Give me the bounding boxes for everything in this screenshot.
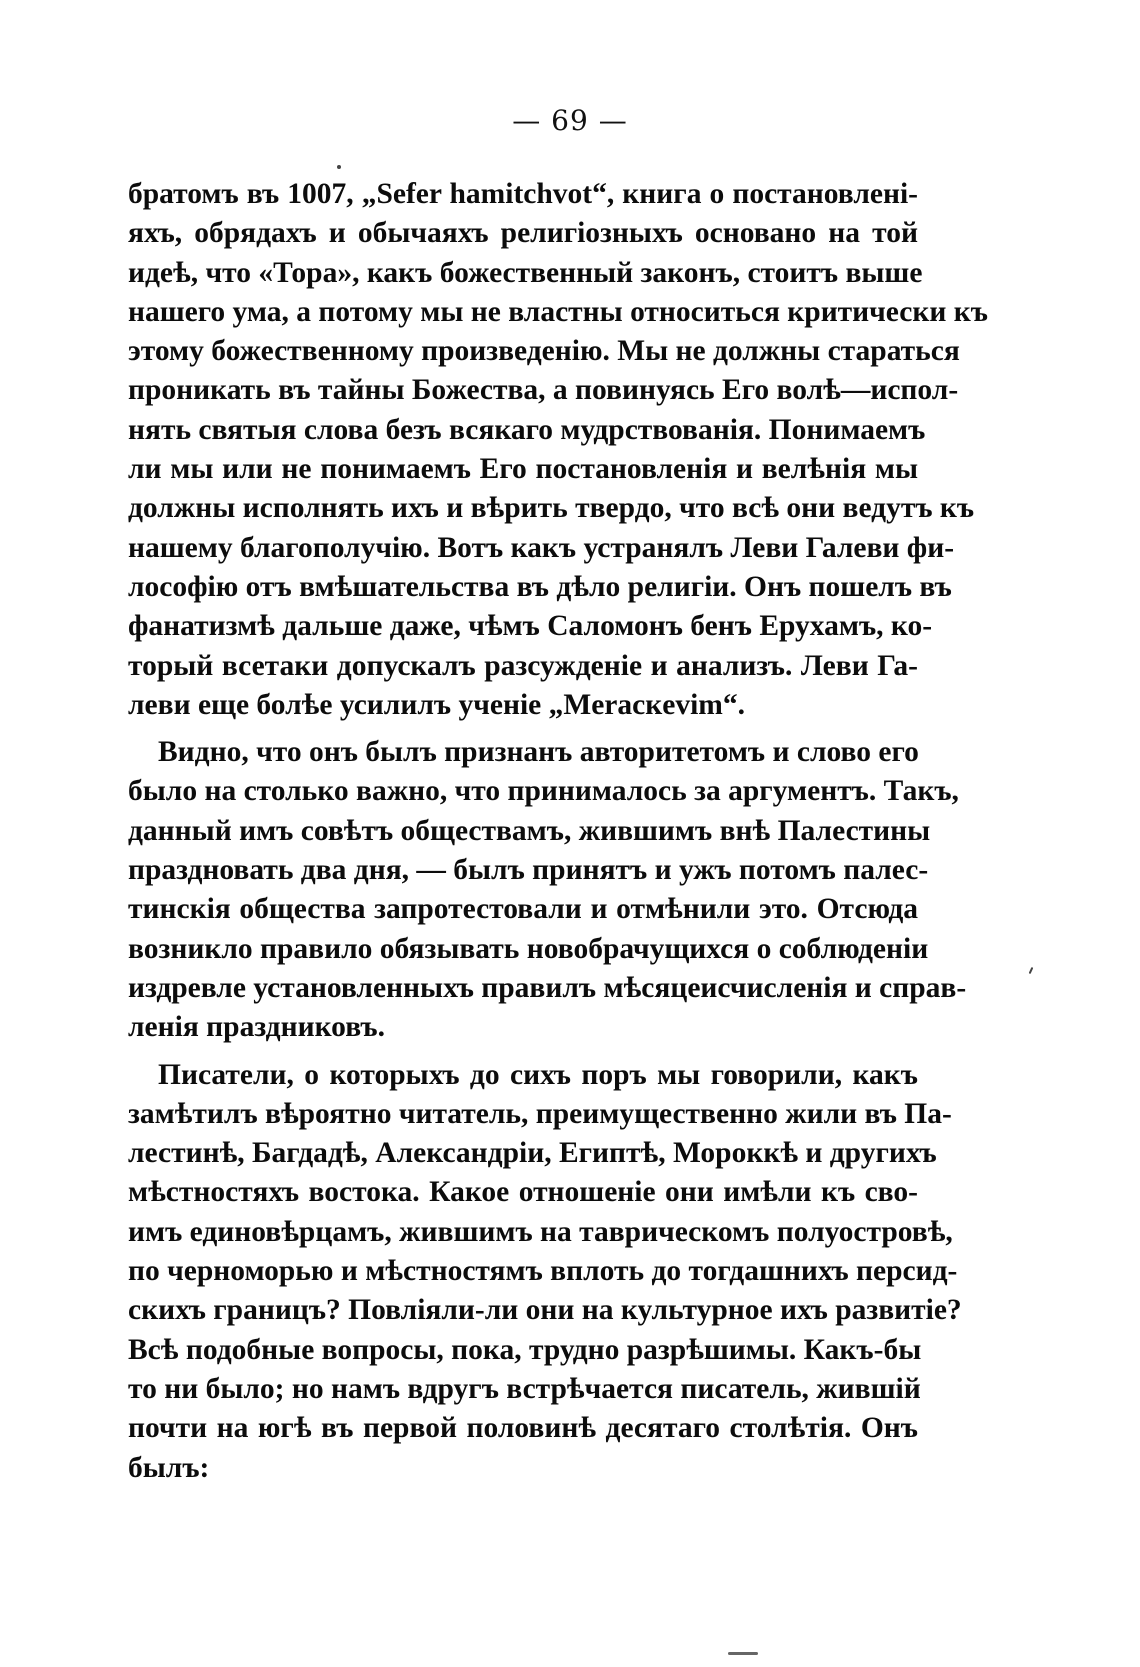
paragraph-gap: [128, 1048, 918, 1056]
scan-speck: [728, 1652, 758, 1655]
text-line: нять святыя слова безъ всякаго мудрствованія. Понимаемъ: [128, 413, 926, 446]
text-line: было на столько важно, что принималось за аргументъ. Такъ,: [128, 775, 959, 808]
text-line: нашему благополучію. Вотъ какъ устранялъ Леви Галеви фи-: [128, 531, 955, 564]
text-line: по черноморью и мѣстностямъ вплоть до тогдашнихъ персид-: [128, 1255, 958, 1288]
text-line: былъ:: [128, 1451, 210, 1484]
text-line: этому божественному произведенію. Мы не должны стараться: [128, 335, 960, 368]
text-line: торый всетаки допускалъ разсужденіе и анализъ. Леви Га-: [128, 649, 918, 682]
text-line: то ни было; но намъ вдругъ встрѣчается писатель, жившій: [128, 1372, 921, 1405]
text-line: издревле установленныхъ правилъ мѣсяцеисчисленія и справ-: [128, 971, 967, 1004]
text-line: леви еще болѣе усилилъ ученіе „Meracкevim“.: [128, 688, 745, 721]
scan-speck: [1029, 967, 1034, 974]
text-line: ли мы или не понимаемъ Его постановленія и велѣнія мы: [128, 453, 918, 486]
body-text: [128, 175, 988, 1488]
text-line: тинскія общества запротестовали и отмѣнили это. Отсюда: [128, 893, 918, 926]
text-line: братомъ въ 1007, „Sefer hamitchvot“, книга о постановлені-: [128, 178, 918, 210]
text-line: Видно, что онъ былъ признанъ авторитетомъ и слово его: [158, 736, 919, 769]
text-line: мѣстностяхъ востока. Какое отношеніе они имѣли къ сво-: [128, 1176, 918, 1209]
text-line: проникать въ тайны Божества, а повинуясь Его волѣ—испол-: [128, 374, 959, 407]
scan-speck: [337, 165, 341, 169]
text-line: Всѣ подобные вопросы, пока, трудно разрѣшимы. Какъ-бы: [128, 1333, 922, 1366]
paragraph-gap: [128, 725, 918, 733]
text-line: фанатизмѣ дальше даже, чѣмъ Саломонъ бенъ Ерухамъ, ко-: [128, 610, 933, 643]
text-line: идеѣ, что «Тора», какъ божественный законъ, стоитъ выше: [128, 256, 923, 289]
text-line: данный имъ совѣтъ обществамъ, жившимъ внѣ Палестины: [128, 814, 931, 847]
text-line: имъ единовѣрцамъ, жившимъ на таврическомъ полуостровѣ,: [128, 1215, 953, 1248]
text-line: почти на югѣ въ первой половинѣ десятаго столѣтія. Онъ: [128, 1412, 918, 1445]
text-line: возникло правило обязывать новобрачущихся о соблюденіи: [128, 932, 929, 965]
page-number: — 69 —: [512, 104, 628, 137]
text-line: должны исполнять ихъ и вѣрить твердо, что всѣ они ведутъ къ: [128, 492, 975, 525]
text-line: лософію отъ вмѣшательства въ дѣло религіи. Онъ пошелъ въ: [128, 570, 952, 603]
text-line: замѣтилъ вѣроятно читатель, преимущественно жили въ Па-: [128, 1097, 952, 1130]
text-line: Писатели, о которыхъ до сихъ поръ мы говорили, какъ: [158, 1058, 918, 1091]
text-line: скихъ границъ? Повліяли-ли они на культурное ихъ развитіе?: [128, 1294, 962, 1327]
text-line: лестинѣ, Багдадѣ, Александріи, Египтѣ, Мороккѣ и другихъ: [128, 1137, 937, 1170]
text-line: яхъ, обрядахъ и обычаяхъ религіозныхъ основано на той: [128, 217, 918, 250]
text-line: ленія праздниковъ.: [128, 1011, 385, 1044]
text-line: нашего ума, а потому мы не властны относиться критически къ: [128, 295, 988, 328]
text-line: праздновать два дня, — былъ принятъ и ужъ потомъ палес-: [128, 854, 929, 887]
